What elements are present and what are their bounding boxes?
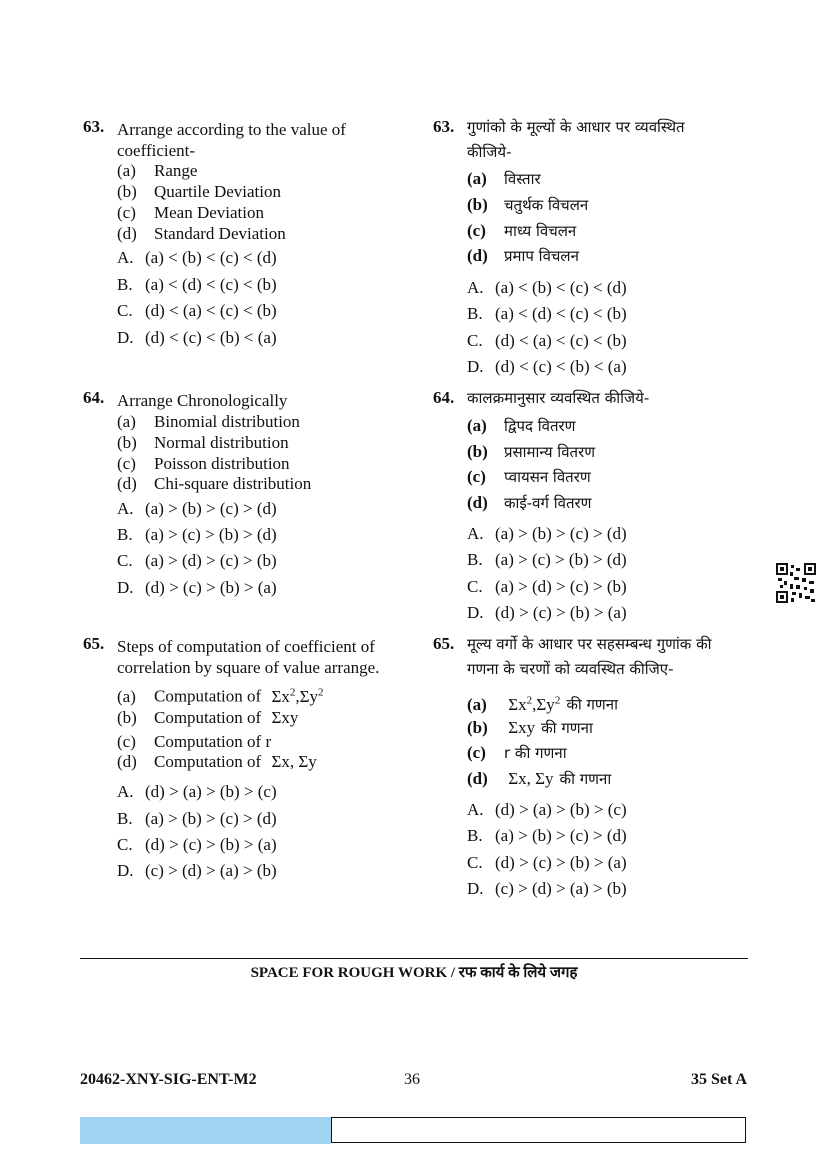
set-label: 35 Set A: [691, 1071, 747, 1088]
answer-A: A. (d) > (a) > (b) > (c): [467, 800, 627, 819]
option-c: (c) r की गणना: [467, 743, 567, 762]
question-text: मूल्य वर्गो के आधार पर सहसम्बन्ध गुणांक की: [467, 635, 712, 653]
option-d: (d) Σx, Σy की गणना: [467, 769, 612, 788]
sum-x-sum-y: Σx, Σy: [271, 752, 317, 771]
option-a: (a) Binomial distribution: [117, 412, 300, 431]
answer-C: C. (a) > (d) > (c) > (b): [117, 551, 277, 570]
answer-D: D. (c) > (d) > (a) > (b): [467, 879, 627, 898]
rough-work-heading: SPACE FOR ROUGH WORK / रफ कार्य के लिये जगह: [250, 965, 578, 981]
question-text: कालक्रमानुसार व्यवस्थित कीजिये-: [467, 389, 650, 407]
option-d: (d) प्रमाप विचलन: [467, 246, 579, 265]
option-a: (a) विस्तार: [467, 169, 541, 188]
option-b: (b) Normal distribution: [117, 433, 289, 452]
option-d: (d) काई-वर्ग वितरण: [467, 493, 592, 512]
option-c: (c) Poisson distribution: [117, 454, 290, 473]
sum-xy: Σxy: [508, 718, 536, 737]
option-b: (b) Σxy की गणना: [467, 718, 593, 737]
answer-B: B. (a) < (d) < (c) < (b): [467, 304, 627, 323]
question-text: Steps of computation of coefficient of: [117, 637, 375, 656]
option-a: (a) $\Sigma x^2,\Sigma y^2$ की गणना: [467, 694, 618, 714]
answer-C: C. (d) > (c) > (b) > (a): [467, 853, 627, 872]
paper-code: 20462-XNY-SIG-ENT-M2: [80, 1071, 257, 1088]
question-text: कीजिये-: [467, 143, 512, 161]
option-c: (c) Mean Deviation: [117, 203, 264, 222]
qr-code-icon: [776, 563, 816, 603]
question-text: गणना के चरणों को व्यवस्थित कीजिए-: [467, 660, 674, 678]
answer-A: A. (a) < (b) < (c) < (d): [117, 248, 277, 267]
answer-B: B. (a) > (b) > (c) > (d): [467, 826, 627, 845]
option-d: (d) Standard Deviation: [117, 224, 286, 243]
option-c: (c) Computation of r: [117, 732, 272, 751]
answer-A: A. (d) > (a) > (b) > (c): [117, 782, 277, 801]
answer-A: A. (a) > (b) > (c) > (d): [467, 524, 627, 543]
answer-C: C. (d) > (c) > (b) > (a): [117, 835, 277, 854]
option-c: (c) प्वायसन वितरण: [467, 467, 591, 486]
page-number: 36: [404, 1071, 420, 1088]
question-number: 63.: [83, 117, 105, 136]
question-number: 64.: [433, 388, 455, 407]
answer-B: B. (a) < (d) < (c) < (b): [117, 275, 277, 294]
question-text: Arrange Chronologically: [117, 391, 288, 410]
option-c: (c) माध्य विचलन: [467, 221, 577, 240]
answer-C: C. (a) > (d) > (c) > (b): [467, 577, 627, 596]
answer-D: D. (c) > (d) > (a) > (b): [117, 861, 277, 880]
answer-C: C. (d) < (a) < (c) < (b): [467, 331, 627, 350]
option-a: (a) Computation of $\Sigma x^2,\Sigma y^2$: [117, 686, 324, 706]
option-d: (d) Chi-square distribution: [117, 474, 312, 493]
answer-C: C. (d) < (a) < (c) < (b): [117, 301, 277, 320]
answer-D: D. (d) > (c) > (b) > (a): [117, 578, 277, 597]
option-b: (b) चतुर्थक विचलन: [467, 195, 589, 214]
option-a: (a) द्विपद वितरण: [467, 416, 576, 435]
answer-D: D. (d) < (c) < (b) < (a): [117, 328, 277, 347]
answer-D: D. (d) < (c) < (b) < (a): [467, 357, 627, 376]
option-a: (a) Range: [117, 161, 198, 180]
option-d: (d) Computation of Σx, Σy: [117, 752, 317, 771]
question-number: 65.: [433, 634, 455, 653]
divider: [80, 958, 748, 959]
question-number: 65.: [83, 634, 105, 653]
sum-x-squared: $\Sigma x^2,\Sigma y^2$: [271, 686, 324, 706]
question-text: correlation by square of value arrange.: [117, 658, 380, 677]
answer-B: B. (a) > (b) > (c) > (d): [117, 809, 277, 828]
question-text: गुणांको के मूल्यों के आधार पर व्यवस्थित: [467, 118, 685, 136]
option-b: (b) प्रसामान्य वितरण: [467, 442, 596, 461]
answer-B: B. (a) > (c) > (b) > (d): [117, 525, 277, 544]
sum-x-squared: $\Sigma x^2,\Sigma y^2$: [508, 694, 561, 714]
sum-x-sum-y: Σx, Σy: [508, 769, 554, 788]
question-text: Arrange according to the value of: [117, 120, 346, 139]
sum-xy: Σxy: [271, 708, 299, 727]
option-b: (b) Computation of Σxy: [117, 708, 299, 727]
answer-B: B. (a) > (c) > (b) > (d): [467, 550, 627, 569]
question-text: coefficient-: [117, 141, 196, 160]
answer-D: D. (d) > (c) > (b) > (a): [467, 603, 627, 622]
question-number: 63.: [433, 117, 455, 136]
answer-A: A. (a) > (b) > (c) > (d): [117, 499, 277, 518]
footer-color-band: [80, 1117, 331, 1144]
answer-A: A. (a) < (b) < (c) < (d): [467, 278, 627, 297]
question-number: 64.: [83, 388, 105, 407]
footer-box: [331, 1117, 746, 1143]
option-b: (b) Quartile Deviation: [117, 182, 281, 201]
